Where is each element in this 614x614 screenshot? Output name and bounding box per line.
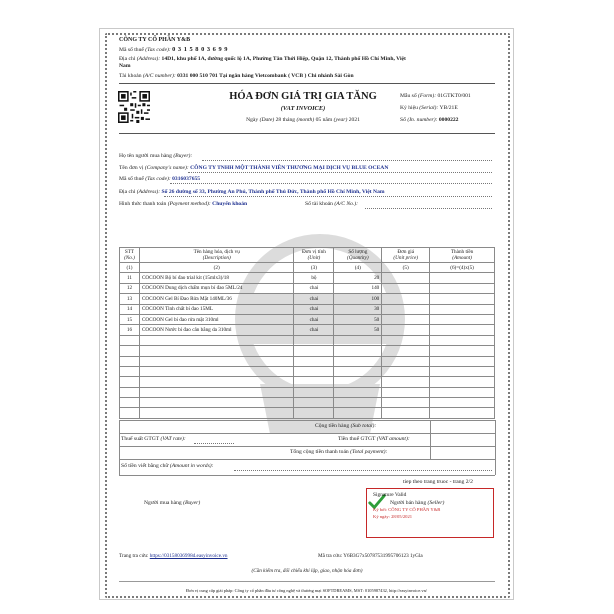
table-row-empty [120,356,495,366]
cell-empty [139,335,293,345]
buyer-company-line [188,172,492,173]
invoice-serial: YB/21E [439,105,458,111]
cell-empty [382,304,430,314]
invoice-serial-row: Ký hiệu (Serial): YB/21E [400,105,458,111]
cell-qty: 50 [334,314,382,324]
cell-empty [139,356,293,366]
cell-empty [382,346,430,356]
invoice-form-row: Mẫu số (Form): 01GTKT0/001 [400,93,471,99]
cell-empty [430,408,495,418]
cell-empty [430,314,495,324]
footer-divider [119,581,495,582]
cell-empty [382,408,430,418]
cell-empty [139,398,293,408]
signed-date: Ký ngày: 28/05/2021 [373,514,413,519]
buyer-tax-line [170,183,492,184]
cell-empty [430,346,495,356]
column-index: (3) [294,263,334,273]
cell-desc: COCOON Dung dịch chấm mụn bí đao 5ML/24 [139,283,293,293]
cell-empty [294,387,334,397]
cell-empty [430,273,495,283]
invoice-form: 01GTKT0/001 [437,93,471,99]
lookup-code-row: Mã tra cứu: Y6B3G7x50787531995706123 1yGla [318,553,423,559]
table-row-empty [120,408,495,418]
date-day: 28 [275,117,282,123]
cell-no: 11 [120,273,140,283]
buyer-signature-label: Người mua hàng (Buyer) [144,500,201,506]
column-index: (2) [139,263,293,273]
cell-empty [382,283,430,293]
table-row-empty [120,398,495,408]
subtotal-row: Cộng tiền hàng (Sub total): [315,423,377,429]
seller-tax-code: 0 3 1 5 8 0 3 6 9 9 [172,46,228,53]
cell-no: 13 [120,294,140,304]
cell-empty [382,387,430,397]
cell-empty [294,408,334,418]
cell-empty [430,283,495,293]
column-header: Tên hàng hóa, dịch vụ (Description) [139,248,293,263]
seller-account: 0331 000 510 701 [177,73,218,79]
cell-empty [139,387,293,397]
column-header: Số lượng (Quantity) [334,248,382,263]
totals-rule-3 [119,459,495,460]
column-index: (1) [120,263,140,273]
cell-empty [430,325,495,335]
seller-account-row: Tài khoản (A/C number): 0331 000 510 701 Tại ngân hàng Vietcombank ( VCB ) Chi nhánh Sài Gòn [119,73,354,79]
cell-empty [382,294,430,304]
cell-empty [294,335,334,345]
invoice-subtitle: (VAT INVOICE) [280,105,326,112]
totals-top-rule [119,420,495,421]
cell-empty [430,294,495,304]
cell-desc: COCOON Bộ bí đao trial kit (15mlx3)/18 [139,273,293,283]
header-divider [119,133,495,134]
cell-empty [120,377,140,387]
cell-qty: 50 [334,325,382,335]
seller-address-line-2: Nam [119,63,131,69]
buyer-name-line [202,160,492,161]
table-row [120,283,495,293]
table-row-empty [120,335,495,345]
cell-empty [430,366,495,376]
table-row-empty [120,346,495,356]
column-index: (5) [382,263,430,273]
cell-empty [382,377,430,387]
cell-unit: chai [294,325,334,335]
cell-empty [139,377,293,387]
cell-no: 16 [120,325,140,335]
cell-qty: 100 [334,294,382,304]
cell-empty [334,335,382,345]
cell-empty [120,335,140,345]
seller-divider [119,83,495,84]
buyer-address-line [164,196,492,197]
cell-desc: COCOON Gel Bí Đao Rửa Mặt 140ML/36 [139,294,293,304]
cell-no: 12 [120,283,140,293]
cell-empty [334,356,382,366]
cell-empty [382,325,430,335]
table-row [120,314,495,324]
amount-words-row: Số tiền viết bằng chữ (Amount in words): [121,463,214,469]
cell-qty: 140 [334,283,382,293]
column-header: Đơn vị tính (Unit) [294,248,334,263]
total-row: Tổng cộng tiền thanh toán (Total payment): [290,449,388,455]
cell-empty [120,387,140,397]
cell-empty [334,408,382,418]
cell-unit: chai [294,314,334,324]
cell-empty [120,408,140,418]
buyer-name-row: Họ tên người mua hàng (Buyer): [119,153,193,159]
cell-empty [334,387,382,397]
column-index: (4) [334,263,382,273]
cell-unit: chai [294,304,334,314]
totals-right-edge [495,420,496,475]
cell-desc: COCOON Nước bí đao cân bằng da 310ml [139,325,293,335]
digital-signature-box [366,488,494,538]
qr-code-icon [118,91,150,123]
date-month: 05 [315,117,322,123]
cell-empty [382,273,430,283]
buyer-company: CÔNG TY TNHH MỘT THÀNH VIÊN THƯƠNG MẠI DỊCH VỤ BLUE OCEAN [190,165,389,171]
table-header-row [120,248,495,263]
seller-address: 14D1, khu phố 1A, đường quốc lộ 1A, Phường Tân Thới Hiệp, Quận 12, Thành phố Hồ Chí Minh, Việt [161,56,406,62]
cell-empty [382,398,430,408]
lookup-row: Trang tra cứu: https://03158036998d.easyinvoice.vn [119,553,228,559]
cell-empty [430,304,495,314]
provider-note: Đơn vị cung cấp giải pháp: Công ty cổ phần đầu tư công nghệ và thương mại SOFTDREAMS, MST: 0105987432, http://easyinvoice.vn/ [185,588,427,593]
cell-empty [430,356,495,366]
buyer-company-row: Tên đơn vị (Company's name): CÔNG TY TNHH MỘT THÀNH VIÊN THƯƠNG MẠI DỊCH VỤ BLUE OCEAN [119,165,389,171]
totals-rule-2 [119,446,495,447]
invoice-page [99,28,514,600]
cell-empty [382,314,430,324]
seller-bank: Tại ngân hàng Vietcombank ( VCB ) Chi nhánh Sài Gòn [219,73,354,79]
cell-unit: chai [294,294,334,304]
column-index: (6)=(4)x(5) [430,263,495,273]
totals-bottom-rule [119,475,495,476]
amount-words-line [234,470,492,471]
cell-desc: COCOON Tinh chất bí đao 15ML [139,304,293,314]
cell-empty [430,387,495,397]
buyer-tax-code: 0316037655 [172,176,201,182]
cell-empty [430,335,495,345]
cell-empty [294,398,334,408]
lookup-code: Y6B3G7x50787531995706123 1yGla [343,553,423,559]
cell-empty [334,366,382,376]
cell-empty [430,398,495,408]
cell-empty [334,377,382,387]
buyer-tax-row: Mã số thuế (Tax code): 0316037655 [119,176,201,182]
table-row-empty [120,387,495,397]
cell-empty [139,346,293,356]
continued-note: tiep theo trang truoc - trang 2/2 [403,479,473,485]
buyer-payment: Chuyển khoản [212,201,248,207]
cell-empty [382,335,430,345]
cell-no: 14 [120,304,140,314]
totals-rule-1 [119,433,495,434]
date-year: 2021 [348,117,360,123]
cell-empty [382,366,430,376]
seller-address-row: Địa chỉ (Address): 14D1, khu phố 1A, đường quốc lộ 1A, Phường Tân Thới Hiệp, Quận 12, Thành phố Hồ Chí Minh, Việt [119,56,406,62]
cell-qty: 20 [334,273,382,283]
vat-rate-row: Thuế suất GTGT (VAT rate): [121,436,186,442]
vat-amount-row: Tiền thuế GTGT (VAT amount): [338,436,410,442]
table-row [120,294,495,304]
buyer-payment-row: Hình thức thanh toán (Payment method): Chuyển khoản [119,201,248,207]
table-row-empty [120,366,495,376]
seller-name: CÔNG TY CỔ PHẦN Y&B [119,37,191,43]
cell-desc: COCOON Gel bí đao rửa mặt 310ml [139,314,293,324]
invoice-number: 0000222 [438,117,459,123]
signed-by: Ký bởi: CÔNG TY CỔ PHẦN Y&B [373,507,441,512]
cell-empty [294,377,334,387]
cell-qty: 30 [334,304,382,314]
cell-empty [334,398,382,408]
table-row [120,325,495,335]
cell-empty [430,377,495,387]
totals-left-edge [119,420,120,475]
cell-empty [294,346,334,356]
cell-empty [120,398,140,408]
cell-empty [139,408,293,418]
cell-empty [382,356,430,366]
cell-empty [120,366,140,376]
cell-no: 15 [120,314,140,324]
vat-rate-line [194,443,234,444]
column-header: Đơn giá (Unit price) [382,248,430,263]
table-row [120,273,495,283]
buyer-address: Số 26 đường số 33, Phường An Phú, Thành phố Thủ Đức, Thành phố Hồ Chí Minh, Việt Nam [161,189,385,195]
signature-valid: Signature Valid [373,492,407,498]
table-row-empty [120,377,495,387]
cell-empty [120,356,140,366]
cell-unit: chai [294,283,334,293]
column-header: Thành tiền (Amount) [430,248,495,263]
seller-signature-label: Người bán hàng (Seller) [390,500,445,506]
cell-unit: bộ [294,273,334,283]
invoice-number-row: Số (In. number): 0000222 [400,117,459,123]
invoice-date: Ngày (Date) 28 tháng (month) 05 năm (year) 2021 [246,117,360,123]
invoice-title: HÓA ĐƠN GIÁ TRỊ GIA TĂNG [229,91,377,102]
cell-empty [294,356,334,366]
cell-empty [139,366,293,376]
cell-empty [294,366,334,376]
buyer-account-row: Số tài khoản (A/C No.): [305,201,358,207]
lookup-link[interactable]: https://03158036998d.easyinvoice.vn [149,553,228,559]
totals-amount-divider [430,420,431,459]
buyer-address-row: Địa chỉ (Address): Số 26 đường số 33, Phường An Phú, Thành phố Thủ Đức, Thành phố Hồ Chí Minh, Việt Nam [119,189,385,195]
cell-empty [334,346,382,356]
buyer-account-line [365,208,492,209]
cell-empty [120,346,140,356]
column-header: STT (No.) [120,248,140,263]
seller-tax-row: Mã số thuế (Tax code): 0 3 1 5 8 0 3 6 9 9 [119,46,228,53]
items-table [119,247,495,419]
check-note: (Cần kiểm tra, đối chiếu khi lập, giao, nhận hóa đơn) [251,568,363,574]
table-row [120,304,495,314]
table-index-row [120,263,495,273]
